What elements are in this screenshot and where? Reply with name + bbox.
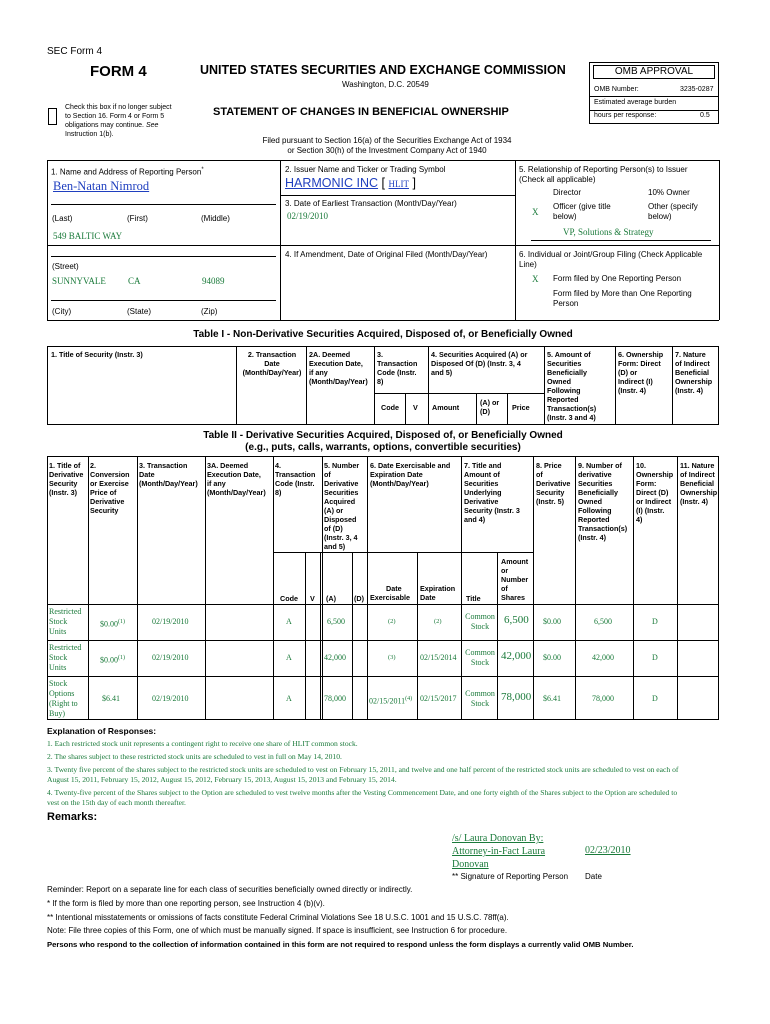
- statement-title: STATEMENT OF CHANGES IN BENEFICIAL OWNERSHIP: [213, 106, 509, 118]
- street-label: (Street): [52, 262, 79, 271]
- t1-col2a: 2A. Deemed Execution Date, if any (Month/Day/Year): [309, 350, 368, 386]
- t2-sub-d: (D): [354, 594, 364, 603]
- form-title: FORM 4: [90, 63, 147, 80]
- t1-col4: 4. Securities Acquired (A) or Disposed Of (D) (Instr. 3, 4 and 5): [431, 350, 528, 377]
- row3-uamt: 78,000: [501, 691, 532, 703]
- row1-price8: $0.00: [543, 617, 561, 626]
- table1-title: Table I - Non-Derivative Securities Acquired, Disposed of, or Beneficially Owned: [193, 329, 573, 340]
- row2-exp: 02/15/2014: [420, 653, 457, 662]
- omb-hours-label: hours per response:: [594, 112, 657, 119]
- city-label: (City): [52, 307, 72, 316]
- footnote-2: 2. The shares subject to these restricted stock units are scheduled to vest in full on May 14, 2010.: [47, 752, 342, 761]
- first-label: (First): [127, 214, 148, 223]
- relationship-label: 5. Relationship of Reporting Person(s) to Issuer: [519, 165, 688, 174]
- t2-sub-exp: Expiration Date: [420, 584, 456, 602]
- agency-title: UNITED STATES SECURITIES AND EXCHANGE COMMISSION: [200, 63, 566, 77]
- relationship-sub: (Check all applicable): [519, 175, 596, 184]
- row2-utitle: Common Stock: [465, 648, 495, 667]
- row3-own: D: [652, 694, 658, 703]
- issuer-name[interactable]: HARMONIC INC: [285, 176, 379, 190]
- zip-value: 94089: [202, 276, 225, 286]
- amendment-label: 4. If Amendment, Date of Original Filed (Month/Day/Year): [285, 250, 488, 259]
- filed-text: Filed pursuant to Section 16(a) of the Securities Exchange Act of 1934 or Section 30(h) of the Investment Company Act of 1940: [262, 136, 512, 155]
- director-option[interactable]: Director: [553, 188, 582, 197]
- t2-col9: 9. Number of derivative Securities Beneficially Owned Following Reported Transaction(s) (Instr. 4): [578, 461, 628, 542]
- t2-sub-exer: Date Exercisable: [370, 584, 410, 602]
- row2-title: Restricted Stock Units: [49, 643, 82, 672]
- signature-label: ** Signature of Reporting Person: [452, 872, 569, 881]
- reporting-person-name[interactable]: Ben-Natan Nimrod: [53, 179, 150, 193]
- t1-col5: 5. Amount of Securities Beneficially Owned Following Reported Transaction(s) (Instr. 3 and 4): [547, 350, 597, 422]
- t1-col1: 1. Title of Security (Instr. 3): [51, 350, 143, 359]
- filing-label: 6. Individual or Joint/Group Filing (Check Applicable: [519, 250, 703, 259]
- t2-col3: 3. Transaction Date (Month/Day/Year): [139, 461, 198, 488]
- zip-label: (Zip): [201, 307, 218, 316]
- date-earliest-value: 02/19/2010: [287, 211, 329, 221]
- omb-burden-label: Estimated average burden: [594, 99, 677, 106]
- filing-one-option[interactable]: Form filed by One Reporting Person: [553, 274, 682, 283]
- t2-sub-code: Code: [280, 594, 298, 603]
- footer-note-1: * If the form is filed by more than one reporting person, see Instruction 4 (b)(v).: [47, 899, 325, 908]
- sec-form-label: SEC Form 4: [47, 46, 103, 57]
- footer-note-3: Note: File three copies of this Form, one of which must be manually signed. If space is insufficient, see Instruction 6 for procedure.: [47, 926, 508, 935]
- table2-title: Table II - Derivative Securities Acquired, Disposed of, or Beneficially Owned (e.g., puts, calls, warrants, options, convertible securities): [203, 430, 563, 453]
- remarks-title: Remarks:: [47, 811, 98, 823]
- row2-price8: $0.00: [543, 653, 561, 662]
- t1-sub-aord: (A) or (D): [480, 398, 500, 416]
- signature-date: 02/23/2010: [585, 845, 631, 856]
- middle-label: (Middle): [201, 214, 230, 223]
- row2-own: D: [652, 653, 658, 662]
- t2-sub-a: (A): [326, 594, 336, 603]
- omb-hours-value: 0.5: [700, 112, 710, 119]
- t2-col3a: 3A. Deemed Execution Date, if any (Month/Day/Year): [207, 461, 266, 497]
- ten-percent-option[interactable]: 10% Owner: [648, 188, 690, 197]
- row1-title: Restricted Stock Units: [49, 607, 82, 636]
- other-option[interactable]: Other (specify below): [648, 202, 698, 221]
- footnote-1: 1. Each restricted stock unit represents a contingent right to receive one share of HLIT common stock.: [47, 739, 358, 748]
- t2-col5: 5. Number of Derivative Securities Acquired (A) or Disposed of (D) (Instr. 3, 4 and 5): [324, 461, 360, 551]
- location: Washington, D.C. 20549: [342, 80, 429, 89]
- row1-own: D: [652, 617, 658, 626]
- t2-col2: 2. Conversion or Exercise Price of Derivative Security: [90, 461, 130, 515]
- footer-reminder: Reminder: Report on a separate line for each class of securities beneficially owned directly or indirectly.: [47, 885, 413, 894]
- issuer-ticker[interactable]: HLIT: [388, 179, 410, 189]
- row3-date: 02/19/2010: [152, 694, 189, 703]
- checkbox-text: Check this box if no longer subject to Section 16. Form 4 or Form 5 obligations may continue. See Instruction 1(b).: [65, 104, 172, 138]
- city-value: SUNNYVALE: [52, 276, 106, 286]
- row1-code: A: [286, 617, 292, 626]
- row3-a: 78,000: [324, 694, 346, 703]
- t1-col3: 3. Transaction Code (Instr. 8): [377, 350, 418, 386]
- date-label: Date: [585, 872, 602, 881]
- explanation-list: [47, 739, 719, 808]
- t1-sub-price: Price: [512, 403, 530, 412]
- t2-sub-amt: Amount or Number of Shares: [501, 557, 529, 602]
- footer-note-2: ** Intentional misstatements or omissions of facts constitute Federal Criminal Violations See 18 U.S.C. 1001 and 15 U.S.C. 78ff(a).: [47, 913, 509, 922]
- row3-n9: 78,000: [592, 694, 614, 703]
- t2-col11: 11. Nature of Indirect Beneficial Ownership (Instr. 4): [680, 461, 718, 506]
- omb-number-label: OMB Number:: [594, 86, 639, 93]
- row1-date: 02/19/2010: [152, 617, 189, 626]
- t1-col6: 6. Ownership Form: Direct (D) or Indirect (I) (Instr. 4): [618, 350, 664, 395]
- row1-exer: (2): [388, 618, 396, 625]
- t1-sub-code: Code: [381, 403, 399, 412]
- t2-col7: 7. Title and Amount of Securities Underlying Derivative Security (Instr. 3 and 4): [464, 461, 520, 524]
- footnote-4-cont: vest on the 15th day of each month thereafter.: [47, 798, 186, 807]
- filing-mark: X: [532, 274, 539, 284]
- t2-col8: 8. Price of Derivative Security (Instr. 5): [536, 461, 571, 506]
- row2-price: $0.00$^{(1)}$: [100, 655, 125, 665]
- omb-number-value: 3235-0287: [680, 86, 714, 93]
- t2-col6: 6. Date Exercisable and Expiration Date (Month/Day/Year): [370, 461, 451, 488]
- t2-sub-v: V: [310, 594, 315, 603]
- date-earliest-label: 3. Date of Earliest Transaction (Month/Day/Year): [285, 199, 457, 208]
- row2-n9: 42,000: [592, 653, 614, 662]
- footnote-3-cont: August 15, 2011, February 15, 2012, August 15, 2012, February 15, 2013, August 15, 2013 and February 15, 2014.: [47, 775, 397, 784]
- street-value: 549 BALTIC WAY: [53, 231, 123, 241]
- row3-title: Stock Options (Right to Buy): [49, 679, 78, 718]
- t1-sub-v: V: [413, 403, 418, 412]
- row3-code: A: [286, 694, 292, 703]
- issuer-name-line: HARMONIC INC [ HLIT ]: [285, 176, 416, 190]
- row2-code: A: [286, 653, 292, 662]
- row1-utitle: Common Stock: [465, 612, 495, 631]
- t2-sub-title: Title: [466, 594, 481, 603]
- t1-col2: 2. Transaction Date (Month/Day/Year): [242, 350, 302, 377]
- explanation-title: Explanation of Responses:: [47, 726, 157, 736]
- t1-sub-amount: Amount: [432, 403, 460, 412]
- row2-exer: (3): [388, 654, 396, 661]
- reporting-person-label: 1. Name and Address of Reporting Person*: [51, 167, 204, 177]
- state-value: CA: [128, 276, 141, 286]
- row1-price: $0.00$^{(1)}$: [100, 619, 125, 629]
- filing-label-2: Line): [519, 260, 537, 269]
- footnote-4: 4. Twenty-five percent of the Shares subject to the Option are scheduled to vest twelve months after the Vesting Commencement Date, and one forty eighth of the Shares subject to the Option are scheduled to: [47, 788, 678, 797]
- row1-uamt: 6,500: [504, 614, 529, 626]
- row1-exp: (2): [434, 618, 442, 625]
- row1-a: 6,500: [327, 617, 345, 626]
- row2-date: 02/19/2010: [152, 653, 189, 662]
- t2-col4: 4. Transaction Code (Instr. 8): [275, 461, 316, 497]
- row2-uamt: 42,000: [501, 650, 532, 662]
- t2-col10: 10. Ownership Form: Direct (D) or Indirect (I) (Instr. 4): [636, 461, 674, 524]
- footer-omb-note: Persons who respond to the collection of information contained in this form are not required to respond unless the form displays a currently valid OMB Number.: [47, 940, 634, 949]
- officer-mark: X: [532, 207, 539, 217]
- no-longer-subject-checkbox[interactable]: [48, 108, 57, 125]
- t1-col7: 7. Nature of Indirect Beneficial Ownership (Instr. 4): [675, 350, 713, 395]
- t2-col1: 1. Title of Derivative Security (Instr. 3): [49, 461, 84, 497]
- row3-exer: 02/15/2011$^{(4)}$: [369, 696, 413, 706]
- row3-price8: $6.41: [543, 694, 561, 703]
- row2-a: 42,000: [324, 653, 346, 662]
- issuer-label: 2. Issuer Name and Ticker or Trading Symbol: [285, 165, 446, 174]
- row1-n9: 6,500: [594, 617, 612, 626]
- filing-more-option[interactable]: Form filed by More than One Reporting Person: [553, 289, 692, 308]
- row3-price: $6.41: [102, 694, 120, 703]
- officer-title: VP, Solutions & Strategy: [563, 227, 654, 237]
- state-label: (State): [127, 307, 152, 316]
- omb-title: OMB APPROVAL: [593, 65, 715, 79]
- footnote-3: 3. Twenty five percent of the shares subject to the restricted stock units are scheduled to vest on February 15, 2011, and twelve and one half percent of the restricted stock units are scheduled to vest on each of: [47, 765, 679, 774]
- officer-option[interactable]: Officer (give title below): [553, 202, 611, 221]
- signature: /s/ Laura Donovan By: Attorney-in-Fact Laura Donovan: [452, 833, 546, 870]
- row3-exp: 02/15/2017: [420, 694, 457, 703]
- row3-utitle: Common Stock: [465, 689, 495, 708]
- last-label: (Last): [52, 214, 73, 223]
